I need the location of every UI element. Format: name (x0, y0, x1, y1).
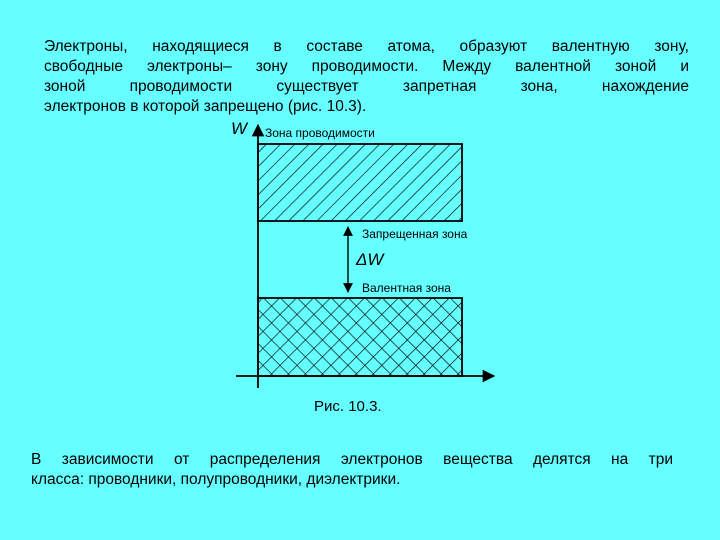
figure-caption: Рис. 10.3. (314, 398, 382, 415)
intro-line-2: свободные электроны– зону проводимости. Между валентной зоной и (44, 58, 689, 75)
conclusion-paragraph (31, 450, 673, 490)
gap-label: ΔW (356, 250, 384, 269)
conclusion-line-1: В зависимости от распределения электронов вещества делятся на три (31, 451, 673, 468)
valence-band (258, 298, 462, 376)
conduction-band-label: Зона проводимости (265, 126, 375, 140)
intro-line-3: зоной проводимости существует запретная зона, нахождение (44, 78, 689, 95)
intro-line-1: Электроны, находящиеся в составе атома, образуют валентную зону, (44, 38, 689, 55)
intro-line-4: электронов в которой запрещено (рис. 10.3). (44, 98, 367, 115)
conclusion-line-2: класса: проводники, полупроводники, диэлектрики. (31, 471, 401, 488)
conduction-band (258, 144, 462, 221)
y-axis-label: W (231, 119, 248, 138)
forbidden-band-label: Запрещенная зона (362, 227, 468, 241)
valence-band-label: Валентная зона (362, 281, 451, 295)
